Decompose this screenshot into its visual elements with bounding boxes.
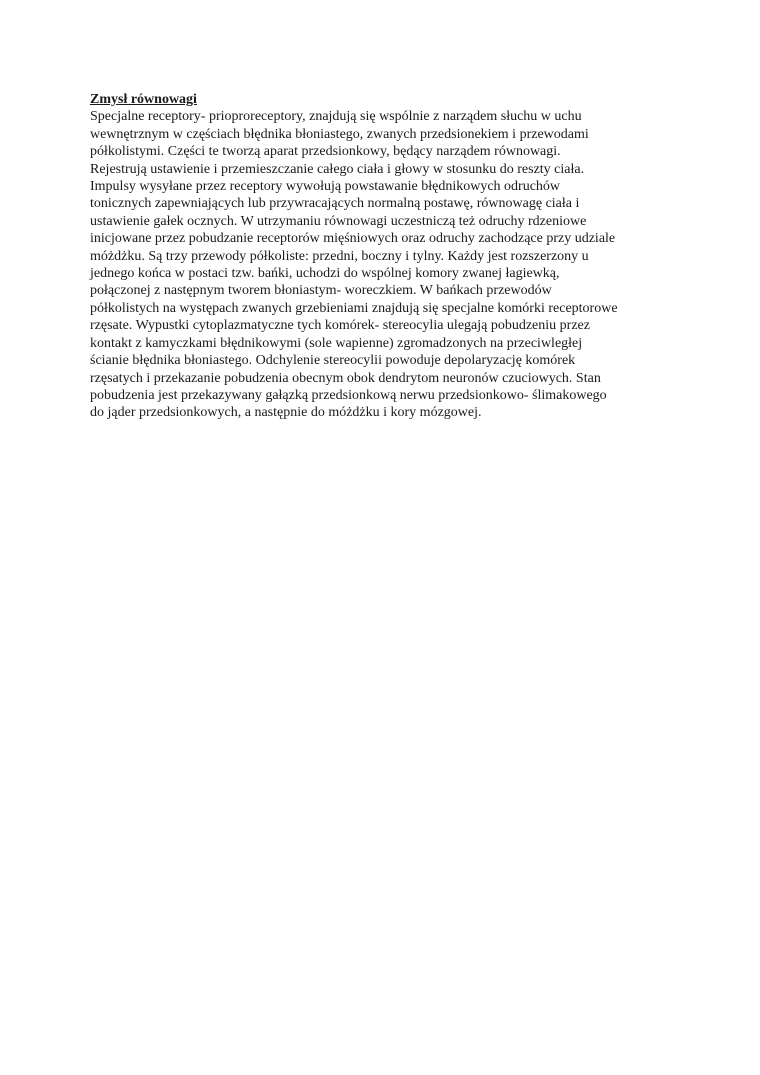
paragraph-line: połączonej z następnym tworem błoniastym- woreczkiem. W bańkach przewodów <box>90 283 552 299</box>
paragraph-line: tonicznych zapewniających lub przywracających normalną postawę, równowagę ciała i <box>90 196 580 212</box>
paragraph-line: rzęsate. Wypustki cytoplazmatyczne tych komórek- stereocylia ulegają pobudzeniu przez <box>90 318 590 334</box>
paragraph-line: ścianie błędnika błoniastego. Odchylenie stereocylii powoduje depolaryzację komórek <box>90 353 576 369</box>
paragraph-line: Rejestrują ustawienie i przemieszczanie całego ciała i głowy w stosunku do reszty ciała. <box>90 161 585 177</box>
paragraph-line: Impulsy wysyłane przez receptory wywołują powstawanie błędnikowych odruchów <box>90 179 561 195</box>
paragraph-line: Specjalne receptory- prioproreceptory, znajdują się wspólnie z narządem słuchu w uchu <box>90 109 582 125</box>
paragraph-line: wewnętrznym w częściach błędnika błoniastego, zwanych przedsionekiem i przewodami <box>90 126 589 142</box>
paragraph-line: kontakt z kamyczkami błędnikowymi (sole wapienne) zgromadzonych na przeciwległej <box>90 335 583 351</box>
paragraph-line: jednego końca w postaci tzw. bańki, uchodzi do wspólnej komory zwanej łagiewką, <box>90 266 560 282</box>
paragraph-line: móżdżku. Są trzy przewody półkoliste: przedni, boczny i tylny. Każdy jest rozszerzony u <box>90 248 589 264</box>
paragraph-line: rzęsatych i przekazanie pobudzenia obecnym obok dendrytom neuronów czuciowych. Stan <box>90 370 601 386</box>
document-heading: Zmysł równowagi <box>90 92 197 107</box>
paragraph-line: półkolistych na występach zwanych grzebieniami znajdują się specjalne komórki receptorowe <box>90 300 618 316</box>
paragraph-line: ustawienie gałek ocznych. W utrzymaniu równowagi uczestniczą też odruchy rdzeniowe <box>90 213 587 229</box>
paragraph-line: pobudzenia jest przekazywany gałązką przedsionkową nerwu przedsionkowo- ślimakowego <box>90 387 607 403</box>
paragraph-line: półkolistymi. Części te tworzą aparat przedsionkowy, będący narządem równowagi. <box>90 144 561 160</box>
paragraph-line: do jąder przedsionkowych, a następnie do móżdżku i kory mózgowej. <box>90 405 482 421</box>
paragraph-line: inicjowane przez pobudzanie receptorów mięśniowych oraz odruchy zachodzące przy udziale <box>90 231 616 247</box>
document-body <box>90 91 690 422</box>
